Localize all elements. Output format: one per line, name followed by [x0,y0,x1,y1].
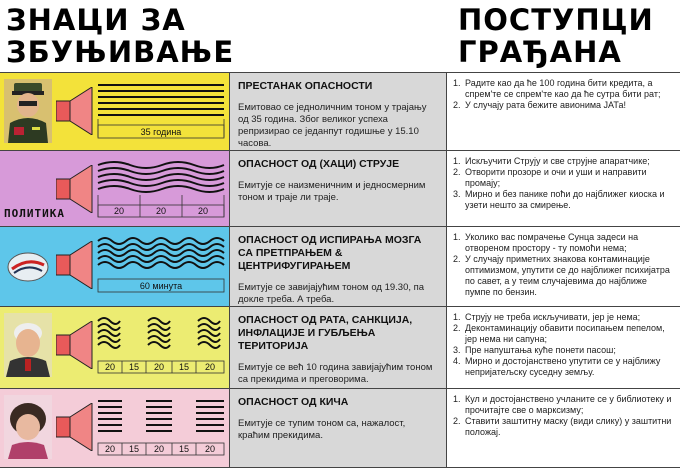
actions-panel [447,227,680,306]
signal-row-current [0,150,680,226]
politika-logo: ПОЛИТИКА [4,207,65,220]
segment-label: 20 [113,206,125,216]
action-number: 4. [453,356,461,366]
actions-panel [447,73,680,150]
action-text: Струју не треба искључивати, јер је нема; [465,312,641,322]
action-item [453,167,674,189]
left-heading [6,4,234,68]
signal-panel [0,227,230,306]
left-heading-line1: ЗНАЦИ ЗА [6,3,186,37]
action-number: 1. [453,394,461,404]
general-portrait-icon [4,79,52,143]
signal-row-end-of-danger [0,72,680,150]
woman-portrait-icon [4,395,52,459]
speaker-icon [56,241,94,289]
signal-row-brainwash [0,226,680,306]
signal-description: Емитовао се једноличним тоном у трајању од 35 година. Због великог успеха репризирао се једанпут годишње у 15.10 часова. [238,102,427,149]
tv-logo-icon [4,233,52,297]
signal-title: ОПАСНОСТ ОД ИСПИРАЊА МОЗГА СА ПРЕТПРАЊЕМ & ЦЕНТРИФУГИРАЊЕМ [238,234,422,272]
right-heading-line2: ГРАЂАНА [458,35,622,69]
segment-label: 20 [104,362,116,372]
action-item [453,394,674,416]
action-text: Кул и достојанствено учланите се у библиотеку и прочитајте све о марксизму; [465,394,672,415]
action-list [453,156,674,211]
signal-panel [0,151,230,226]
signal-panel [0,307,230,388]
segment-label: 20 [197,206,209,216]
action-number: 1. [453,78,461,88]
signal-row-kitsch [0,388,680,468]
action-number: 2. [453,323,461,333]
left-heading-line2: ЗБУЊИВАЊЕ [6,35,235,69]
signal-title: ОПАСНОСТ ОД РАТА, САНКЦИЈА, ИНФЛАЦИЈЕ И ГУБЉЕЊА ТЕРИТОРИЈА [238,314,413,352]
action-text: Ставити заштитну маску (види слику) у заштитни положај. [465,416,672,437]
action-item [453,416,674,438]
action-item [453,78,674,100]
action-item [453,345,674,356]
action-text: Искључити Струју и све струјне апаратчике; [465,156,650,166]
action-list [453,78,674,111]
action-text: Уколико вас помрачење Сунца задеси на отвореном простору - ту помоћи нема; [465,232,639,253]
signal-description: Емитује се завијајућим тоном од 19.30, па докле треба. А треба. [238,282,425,305]
segment-label: 20 [104,444,116,454]
signal-description: Емитује се тупим тоном са, нажалост, краћим прекидима. [238,418,406,441]
signal-description: Емитује се наизменичним и једносмерним тоном и траје ли траје. [238,180,426,203]
action-list [453,312,674,378]
action-text: Мирно и достојанствено упутити се у најближу непријатељску суседну земљу. [465,356,661,377]
signal-title: ОПАСНОСТ ОД КИЧА [238,396,349,408]
action-number: 2. [453,100,461,110]
right-heading [458,4,654,68]
action-item [453,100,674,111]
signal-pattern-intermittent-wail [96,313,226,375]
actions-panel [447,151,680,226]
action-text: Отворити прозоре и очи и уши и направити промају; [465,167,647,188]
signal-panel [0,73,230,150]
speaker-icon [56,321,94,369]
segment-label: 15 [128,444,140,454]
speaker-icon [56,165,94,213]
duration-label: 35 година [140,127,182,137]
action-list [453,394,674,438]
speaker-icon [56,87,94,135]
description-panel [230,389,447,467]
action-number: 2. [453,254,461,264]
action-number: 1. [453,312,461,322]
action-text: Радите као да ће 100 година бити кредита, а спрем'те се спрем'те као да ће сутра бити рат; [465,78,661,99]
actions-panel [447,307,680,388]
description-panel [230,227,447,306]
segment-label: 20 [204,362,216,372]
action-item [453,156,674,167]
action-number: 2. [453,416,461,426]
action-text: Мирно и без панике поћи до најближег киоска и узети нешто за смирење. [465,189,665,210]
segment-label: 20 [153,362,165,372]
signal-pattern-intermittent-flat [96,395,226,457]
segment-label: 20 [153,444,165,454]
duration-label: 60 минута [139,281,183,291]
segment-label: 15 [128,362,140,372]
action-text: У случају приметних знакова контаминације оптимизмом, упутити се до најближег психијатра по савет, а у теим случајевима до најближе пумпе по бензин. [465,254,670,297]
speaker-icon [56,403,94,451]
action-number: 3. [453,189,461,199]
action-text: У случају рата бежите авионима ЈАТа! [465,100,626,110]
segment-label: 15 [178,362,190,372]
action-item [453,323,674,345]
signal-row-war [0,306,680,388]
signal-pattern-wailing [96,233,226,295]
signal-description: Емитује се већ 10 година завијајућим тоном са прекидима и преговорима. [238,362,433,385]
signal-pattern-alternating [96,157,226,219]
action-list [453,232,674,298]
segment-label: 20 [204,444,216,454]
description-panel [230,307,447,388]
description-panel [230,151,447,226]
action-item [453,254,674,298]
action-number: 2. [453,167,461,177]
actions-panel [447,389,680,467]
signal-title: ПРЕСТАНАК ОПАСНОСТИ [238,80,373,92]
segment-label: 15 [178,444,190,454]
action-number: 3. [453,345,461,355]
header [0,0,680,72]
right-heading-line1: ПОСТУПЦИ [458,3,654,37]
signal-panel [0,389,230,467]
action-text: Пре напуштања куће понети пасош; [465,345,616,355]
signal-title: ОПАСНОСТ ОД (ХАЦИ) СТРУЈЕ [238,158,400,170]
action-item [453,232,674,254]
action-item [453,356,674,378]
action-text: Деконтаминацију обавити посипањем пепелом, јер нема ни сапуна; [465,323,665,344]
segment-label: 20 [155,206,167,216]
signal-pattern-continuous [96,79,226,141]
description-panel [230,73,447,150]
action-number: 1. [453,156,461,166]
politician-portrait-icon [4,313,52,377]
action-item [453,312,674,323]
action-item [453,189,674,211]
action-number: 1. [453,232,461,242]
